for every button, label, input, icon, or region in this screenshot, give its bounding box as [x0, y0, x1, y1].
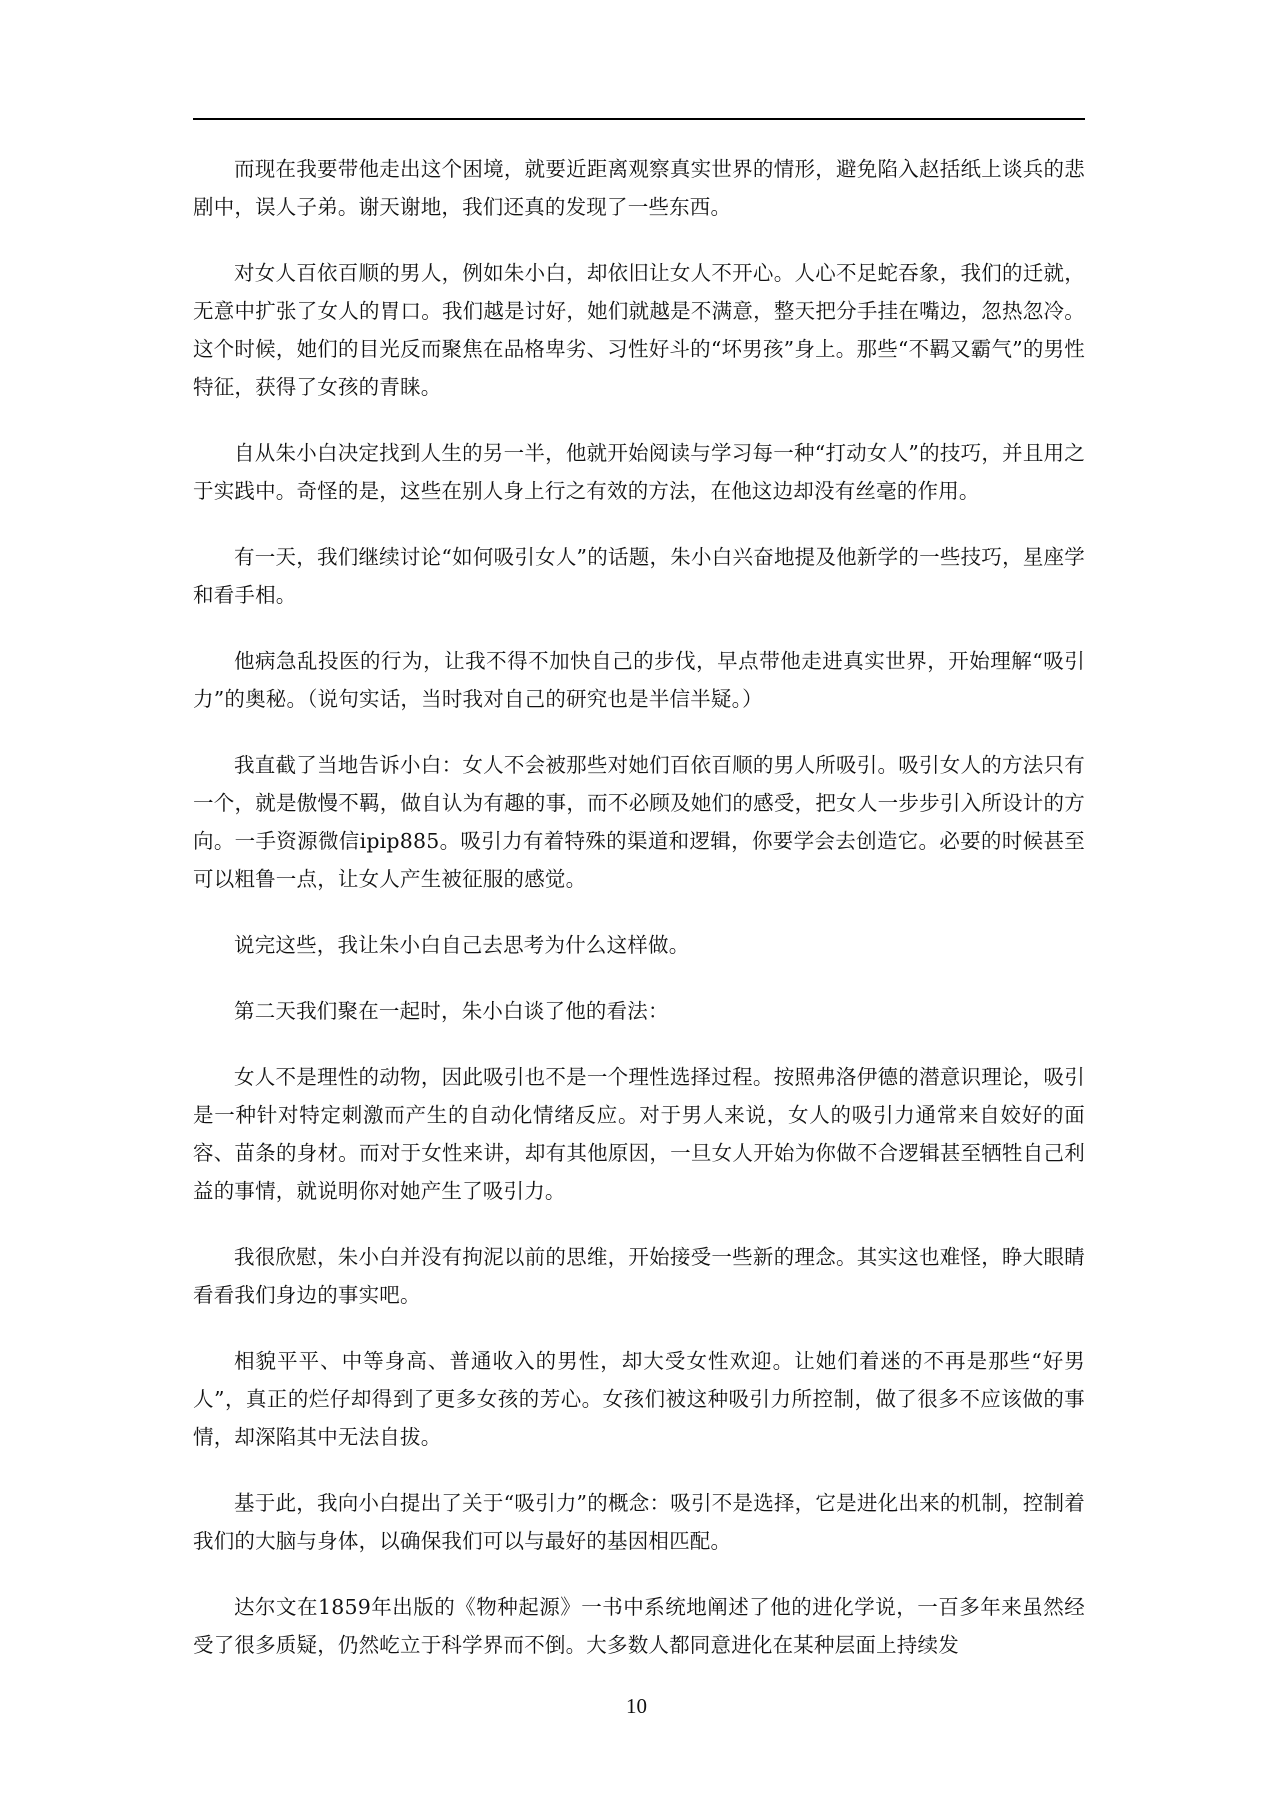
paragraph: 女人不是理性的动物，因此吸引也不是一个理性选择过程。按照弗洛伊德的潜意识理论，吸引是一种针对特定刺激而产生的自动化情绪反应。对于男人来说，女人的吸引力通常来自姣好的面容、苗条的身材。而对于女性来讲，却有其他原因，一旦女人开始为你做不合逻辑甚至牺牲自己利益的事情，就说明你对她产生了吸引力。: [193, 1065, 1085, 1203]
page-number: 10: [626, 1694, 647, 1718]
paragraph: 基于此，我向小白提出了关于“吸引力”的概念：吸引不是选择，它是进化出来的机制，控制着我们的大脑与身体，以确保我们可以与最好的基因相匹配。: [193, 1491, 1085, 1553]
paragraph: 达尔文在1859年出版的《物种起源》一书中系统地阐述了他的进化学说，一百多年来虽然经受了很多质疑，仍然屹立于科学界而不倒。大多数人都同意进化在某种层面上持续发: [193, 1595, 1085, 1657]
header-rule: [193, 118, 1085, 120]
paragraph: 相貌平平、中等身高、普通收入的男性，却大受女性欢迎。让她们着迷的不再是那些“好男人”，真正的烂仔却得到了更多女孩的芳心。女孩们被这种吸引力所控制，做了很多不应该做的事情，却深陷其中无法自拔。: [193, 1349, 1085, 1449]
paragraph: 他病急乱投医的行为，让我不得不加快自己的步伐，早点带他走进真实世界，开始理解“吸引力”的奥秘。（说句实话，当时我对自己的研究也是半信半疑。）: [193, 649, 1085, 711]
body-text: [193, 150, 1085, 1692]
paragraph: 我很欣慰，朱小白并没有拘泥以前的思维，开始接受一些新的理念。其实这也难怪，睁大眼睛看看我们身边的事实吧。: [193, 1245, 1085, 1307]
paragraph: 而现在我要带他走出这个困境，就要近距离观察真实世界的情形，避免陷入赵括纸上谈兵的悲剧中，误人子弟。谢天谢地，我们还真的发现了一些东西。: [193, 157, 1085, 219]
paragraph: 第二天我们聚在一起时，朱小白谈了他的看法：: [234, 999, 669, 1023]
paragraph: 说完这些，我让朱小白自己去思考为什么这样做。: [234, 933, 690, 957]
paragraph: 有一天，我们继续讨论“如何吸引女人”的话题，朱小白兴奋地提及他新学的一些技巧，星座学和看手相。: [193, 545, 1085, 607]
paragraph: 我直截了当地告诉小白：女人不会被那些对她们百依百顺的男人所吸引。吸引女人的方法只有一个，就是傲慢不羁，做自认为有趣的事，而不必顾及她们的感受，把女人一步步引入所设计的方向。一手资源微信ipip885。吸引力有着特殊的渠道和逻辑，你要学会去创造它。必要的时候甚至可以粗鲁一点，让女人产生被征服的感觉。: [193, 753, 1085, 891]
paragraph: 自从朱小白决定找到人生的另一半，他就开始阅读与学习每一种“打动女人”的技巧，并且用之于实践中。奇怪的是，这些在别人身上行之有效的方法，在他这边却没有丝毫的作用。: [193, 441, 1085, 503]
paragraph: 对女人百依百顺的男人，例如朱小白，却依旧让女人不开心。人心不足蛇吞象，我们的迁就，无意中扩张了女人的胃口。我们越是讨好，她们就越是不满意，整天把分手挂在嘴边，忽热忽冷。这个时候，她们的目光反而聚焦在品格卑劣、习性好斗的“坏男孩”身上。那些“不羁又霸气”的男性特征，获得了女孩的青睐。: [193, 261, 1085, 399]
